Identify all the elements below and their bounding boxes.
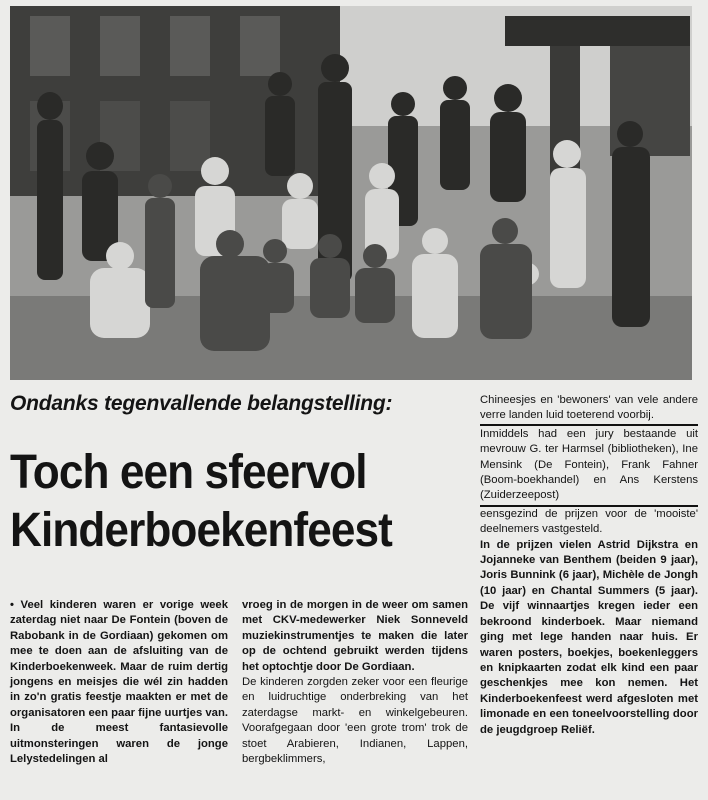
kicker: Ondanks tegenvallende belangstelling: (10, 392, 393, 415)
article-column-2 (242, 598, 468, 767)
group-photo-icon (10, 6, 692, 380)
winners-paragraph: In de prijzen vielen Astrid Dijkstra en Jojanneke van Benthem (beiden 9 jaar), Joris Bunnink (6 jaar), Michèle de Jongh (10 jaar) en Chantal Summers (5 jaar). De vijf winnaartjes kregen ieder een bekroond kinderboek. Maar niemand ging met lege handen naar huis. Er waren posters, boekjes, boekenleggers en knipkaarten zodat elk kind een paar geschenkjes mee kon nemen. Het Kinderboekenfeest werd afgesloten met limonade en een toneelvoorstelling door de jeugdgroep Reliëf. (480, 538, 698, 736)
article-column-3 (480, 393, 698, 738)
lead-paragraph: • Veel kinderen waren er vorige week zaterdag niet naar De Fontein (boven de Rabobank in de Gordiaan) gekomen om mee te doen aan de afsluiting van de Kinderboekenweek. Maar de ruim dertig jongens en meisjes die wél zin hadden in zo'n gratis feestje maakten er met de organisatoren een paar fijne uurtjes van. In de meest fantasievolle uitmonsteringen waren de jonge Lelystedelingen al (10, 599, 228, 766)
paragraph-4: Chineesjes en 'bewoners' van vele andere verre landen luid toeterend voorbij. (480, 394, 698, 422)
paragraph-3: De kinderen zorgden zeker voor een fleurige en luidruchtige onderbreking van het zaterdagse markt- en winkelgebeuren. Voorafgegaan door 'een grote trom' trok de stoet Arabieren, Indianen, Lappen, bergbeklimmers, (242, 676, 468, 766)
news-photo (10, 6, 692, 380)
article-column-1 (10, 598, 228, 767)
jury-paragraph: Inmiddels had een jury bestaande uit mevrouw G. ter Harmsel (bibliotheken), Ine Mensink (De Fontein), Frank Fahner (Boom-boekhandel) en Ans Kerstens (Zuiderzeepost) (480, 424, 698, 507)
paragraph-5: eensgezind de prijzen voor de 'mooiste' deelnemers vastgesteld. (480, 507, 698, 536)
headline-line-2: Kinderboekenfeest (10, 504, 392, 557)
headline (10, 444, 433, 560)
paragraph-2: vroeg in de morgen in de weer om samen met CKV-medewerker Niek Sonneveld muziekinstrumentjes te maken die later op de ochtend gebruikt werden tijdens het optochtje door De Gordiaan. (242, 599, 468, 673)
headline-line-1: Toch een sfeervol (10, 446, 367, 499)
